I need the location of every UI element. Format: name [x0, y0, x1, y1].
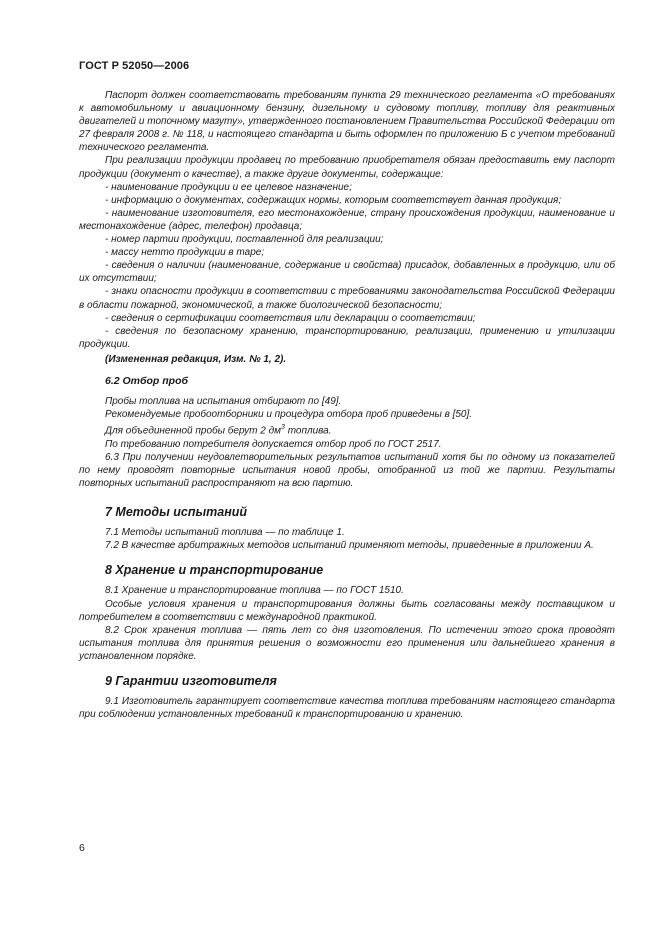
paragraph: По требованию потребителя допускается отбор проб по ГОСТ 2517.: [105, 438, 442, 450]
list-item: - массу нетто продукции в таре;: [105, 247, 265, 259]
paragraph: 9.1 Изготовитель гарантирует соответствие качества топлива требованиям настоящего стандарта при соблюдении установленных требований к транспортированию и хранению.: [79, 696, 615, 721]
text-run: топлива.: [284, 425, 332, 437]
list-item: - наименование продукции и ее целевое назначение;: [105, 181, 352, 193]
paragraph: Паспорт должен соответствовать требованиям пункта 29 технического регламента «О требованиях к автомобильному и авиационному бензину, дизельному и судовому топливу, топливу для реактивных двигателей и топочному мазуту», утвержденного постановлением Правительства Российской Федерации от 27 февраля 2008 г. № 118, и настоящего стандарта и быть оформлен по приложению Б с учетом требований технического регламента.: [79, 90, 615, 154]
section-heading: 8 Хранение и транспортирование: [105, 563, 324, 578]
section-heading: 7 Методы испытаний: [105, 505, 248, 520]
paragraph: Пробы топлива на испытания отбирают по [49].: [105, 396, 342, 408]
paragraph: При реализации продукции продавец по требованию приобретателя обязан предоставить ему паспорт продукции (документ о качестве), а также другие документы, содержащие:: [79, 155, 615, 180]
list-item: - сведения о сертификации соответствия или декларации о соответствии;: [105, 312, 476, 324]
list-item: - наименование изготовителя, его местонахождение, страну происхождения продукции, наименование и местонахождение (адрес, телефон) продавца;: [79, 207, 615, 232]
list-item: - номер партии продукции, поставленной для реализации;: [105, 234, 384, 246]
paragraph: 7.2 В качестве арбитражных методов испытаний применяют методы, приведенные в приложении А.: [105, 540, 594, 552]
superscript: 3: [281, 424, 285, 432]
list-item: - сведения по безопасному хранению, транспортированию, реализации, применению и утилизации продукции.: [79, 325, 615, 350]
document-header: ГОСТ Р 52050—2006: [79, 60, 190, 72]
amendment-note: (Измененная редакция, Изм. № 1, 2).: [105, 353, 287, 365]
paragraph: [79, 421, 615, 437]
paragraph: 6.3 При получении неудовлетворительных результатов испытаний хотя бы по одному из показателей по нему проводят повторные испытания новой пробы, отобранной из той же партии. Результаты повторных испытаний распространяют на всю партию.: [79, 451, 615, 489]
section-heading: 9 Гарантии изготовителя: [105, 673, 277, 688]
list-item: - сведения о наличии (наименование, содержание и свойства) присадок, добавленных в продукцию, или об их отсутствии;: [79, 260, 615, 285]
paragraph: Рекомендуемые пробоотборники и процедура отбора проб приведены в [50].: [105, 409, 473, 421]
list-item: - информацию о документах, содержащих нормы, которым соответствует данная продукция;: [105, 194, 562, 206]
text-run: Для объединенной пробы берут 2 дм: [105, 425, 282, 437]
paragraph: 8.1 Хранение и транспортирование топлива — по ГОСТ 1510.: [105, 585, 404, 597]
paragraph: Особые условия хранения и транспортирования должны быть согласованы между поставщиком и потребителем в соответствии с международной практикой.: [79, 598, 615, 623]
paragraph: 8.2 Срок хранения топлива — пять лет со дня изготовления. По истечении этого срока проводят испытания топлива для принятия решения о возможности его применения или дальнейшего хранения в установленном порядке.: [79, 624, 615, 662]
paragraph: 7.1 Методы испытаний топлива — по таблице 1.: [105, 527, 345, 539]
page-number: 6: [79, 842, 85, 854]
subsection-heading: 6.2 Отбор проб: [105, 374, 189, 387]
list-item: - знаки опасности продукции в соответствии с требованиями законодательства Российской Федерации в области пожарной, экономической, а также биологической безопасности;: [79, 286, 615, 311]
document-body: [79, 89, 615, 721]
